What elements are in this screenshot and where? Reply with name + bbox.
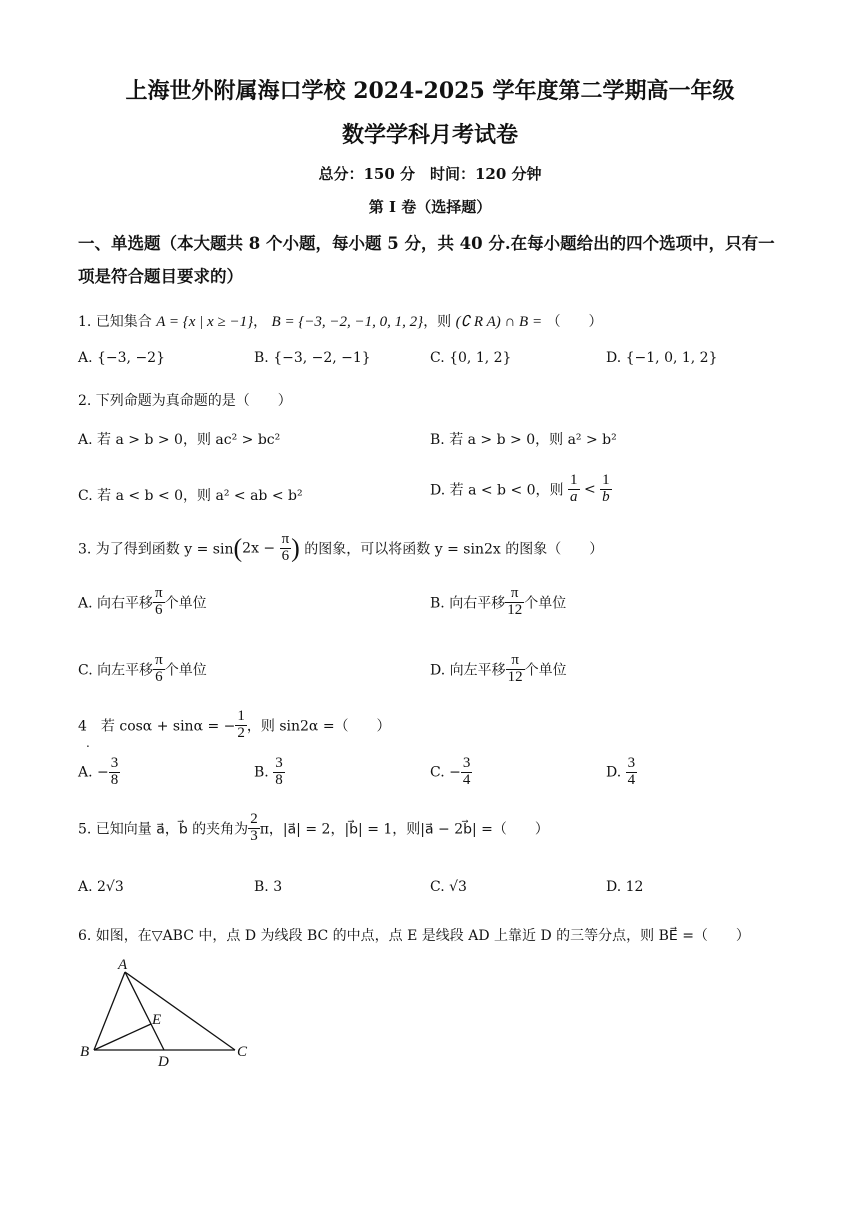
question-1	[78, 311, 603, 331]
q3-inner: 2x −	[242, 540, 276, 557]
q3-post: 的图象，可以将函数 y = sin2x 的图象（ ）	[304, 541, 604, 558]
q4-c-frac	[461, 756, 473, 789]
q4-option-b	[254, 756, 285, 789]
q1-option-d: D. {−1, 0, 1, 2}	[606, 350, 718, 366]
question-5	[78, 812, 549, 845]
q3-a-post: 个单位	[164, 595, 207, 612]
q5-option-d: D. 12	[606, 879, 644, 895]
triangle-figure	[70, 950, 270, 1075]
q4-option-d	[606, 756, 637, 789]
q1-option-a: A. {−3, −2}	[78, 350, 166, 366]
q4-d-label: D.	[606, 764, 622, 781]
q2-d-frac1-num: 1	[570, 472, 578, 488]
q3-c-pre: C. 向左平移	[78, 662, 154, 679]
q4-option-c	[430, 756, 472, 789]
q2-option-c: C. 若 a < b < 0，则 a² < ab < b²	[78, 488, 303, 504]
q4-d-num: 3	[627, 755, 636, 771]
q3-d-pre: D. 向左平移	[430, 662, 506, 679]
q4-a-num: 3	[110, 755, 119, 771]
label-b: B	[80, 1044, 90, 1060]
q1-option-c: C. {0, 1, 2}	[430, 350, 512, 366]
q5-frac-num: 2	[250, 811, 258, 827]
q2-d-frac2-den: b	[602, 488, 610, 505]
q3-b-den: 12	[507, 601, 523, 618]
score-time: 总分：150 分 时间：120 分钟	[318, 165, 542, 183]
q3-rparen: )	[291, 533, 300, 563]
q4-dot: .	[86, 736, 90, 750]
q3-lparen: (	[233, 533, 243, 563]
q3-b-post: 个单位	[524, 595, 567, 612]
q4-frac	[235, 709, 247, 742]
q4-frac-den: 2	[237, 724, 245, 741]
q4-c-den: 4	[462, 771, 471, 788]
q3-c-den: 6	[155, 668, 163, 685]
q3-d-post: 个单位	[524, 662, 567, 679]
q2-d-frac1	[568, 473, 580, 506]
q4-b-frac	[273, 756, 285, 789]
q3-b-pre: B. 向右平移	[430, 595, 506, 612]
q2-option-a: A. 若 a > b > 0，则 ac² > bc²	[78, 432, 281, 448]
label-d: D	[158, 1054, 169, 1070]
q3-pre: 3. 为了得到函数 y = sin	[78, 541, 234, 558]
q1-option-b: B. {−3, −2, −1}	[254, 350, 371, 366]
segment-ad	[125, 972, 164, 1050]
question-4	[78, 709, 391, 742]
q3-frac-num: π	[281, 531, 290, 547]
q3-a-den: 6	[155, 601, 163, 618]
q5-option-a: A. 2√3	[78, 879, 124, 895]
volume-heading: 第 I 卷（选择题）	[368, 198, 492, 216]
section-heading-line1: 一、单选题（本大题共 8 个小题，每小题 5 分，共 40 分.在每小题给出的四个选项中，只有一	[78, 234, 775, 253]
q1-sep2: ，则	[423, 314, 452, 330]
q4-b-den: 8	[275, 771, 283, 788]
q4-post: ，则 sin2α =（ ）	[246, 718, 391, 735]
q4-d-den: 4	[627, 771, 636, 788]
q2-d-frac2	[600, 473, 612, 506]
q4-d-frac	[626, 756, 638, 789]
q3-option-d	[430, 653, 567, 686]
q2-d-frac2-num: 1	[602, 472, 610, 488]
q3-b-frac	[505, 586, 524, 619]
question-6: 6. 如图，在▽ABC 中，点 D 为线段 BC 的中点，点 E 是线段 AD 上靠近 D 的三等分点，则 BE⃗ =（ ）	[78, 928, 750, 944]
exam-title-line1: 上海世外附属海口学校 2024-2025 学年度第二学期高一年级	[125, 78, 735, 104]
question-3	[78, 532, 603, 565]
q3-option-a	[78, 586, 207, 619]
q4-a-den: 8	[110, 771, 119, 788]
q4-a-frac	[109, 756, 121, 789]
edge-ac	[125, 972, 235, 1050]
q4-b-num: 3	[275, 755, 283, 771]
q3-a-pre: A. 向右平移	[78, 595, 154, 612]
q5-frac	[248, 812, 260, 845]
q4-b-label: B.	[254, 764, 269, 781]
q2-option-b: B. 若 a > b > 0，则 a² > b²	[430, 432, 617, 448]
q1-paren: （ ）	[546, 314, 603, 330]
q1-pre: 已知集合	[95, 314, 152, 330]
q1-number: 1.	[78, 314, 92, 330]
q3-c-post: 个单位	[164, 662, 207, 679]
q3-a-num: π	[155, 585, 163, 601]
q5-pre: 5. 已知向量 a⃗，b⃗ 的夹角为	[78, 821, 249, 838]
q1-expr: (∁ R A) ∩ B =	[455, 314, 543, 330]
exam-title-line2: 数学学科月考试卷	[341, 122, 518, 148]
q1-sep1: ，	[253, 314, 268, 330]
label-a: A	[118, 957, 128, 973]
q5-option-b: B. 3	[254, 879, 283, 895]
q3-d-num: π	[506, 653, 525, 670]
label-e: E	[152, 1012, 162, 1028]
q2-d-op: <	[583, 481, 596, 498]
q3-option-b	[430, 586, 566, 619]
q2-d-pre: D. 若 a < b < 0，则	[430, 482, 564, 499]
label-c: C	[237, 1044, 248, 1060]
q3-c-frac	[153, 653, 165, 686]
q1-set-a: A = {x | x ≥ −1}	[156, 314, 254, 330]
q2-d-frac1-den: a	[570, 488, 578, 505]
section-heading-line2: 项是符合题目要求的）	[78, 267, 243, 286]
q3-frac-den: 6	[281, 547, 290, 564]
q3-d-frac	[506, 653, 525, 686]
q4-c-num: 3	[462, 755, 471, 771]
q5-frac-den: 3	[250, 827, 258, 844]
q4-frac-num: 1	[237, 708, 245, 724]
q4-c-label: C. −	[430, 764, 461, 781]
q5-post: π，|a⃗| = 2，|b⃗| = 1，则|a⃗ − 2b⃗| =（ ）	[259, 821, 549, 838]
q4-option-a	[78, 756, 120, 789]
q3-d-den: 12	[507, 668, 523, 685]
q4-a-label: A. −	[78, 764, 109, 781]
q5-option-c: C. √3	[430, 879, 467, 895]
q1-set-b: B = {−3, −2, −1, 0, 1, 2}	[271, 314, 424, 330]
q4-pre: 4 若 cosα + sinα = −	[78, 718, 236, 735]
q3-c-num: π	[155, 652, 163, 668]
q3-option-c	[78, 653, 207, 686]
q2-option-d	[430, 473, 612, 506]
question-2: 2. 下列命题为真命题的是（ ）	[78, 393, 292, 409]
q3-b-num: π	[505, 586, 524, 603]
q3-a-frac	[153, 586, 165, 619]
q3-frac	[280, 532, 292, 565]
